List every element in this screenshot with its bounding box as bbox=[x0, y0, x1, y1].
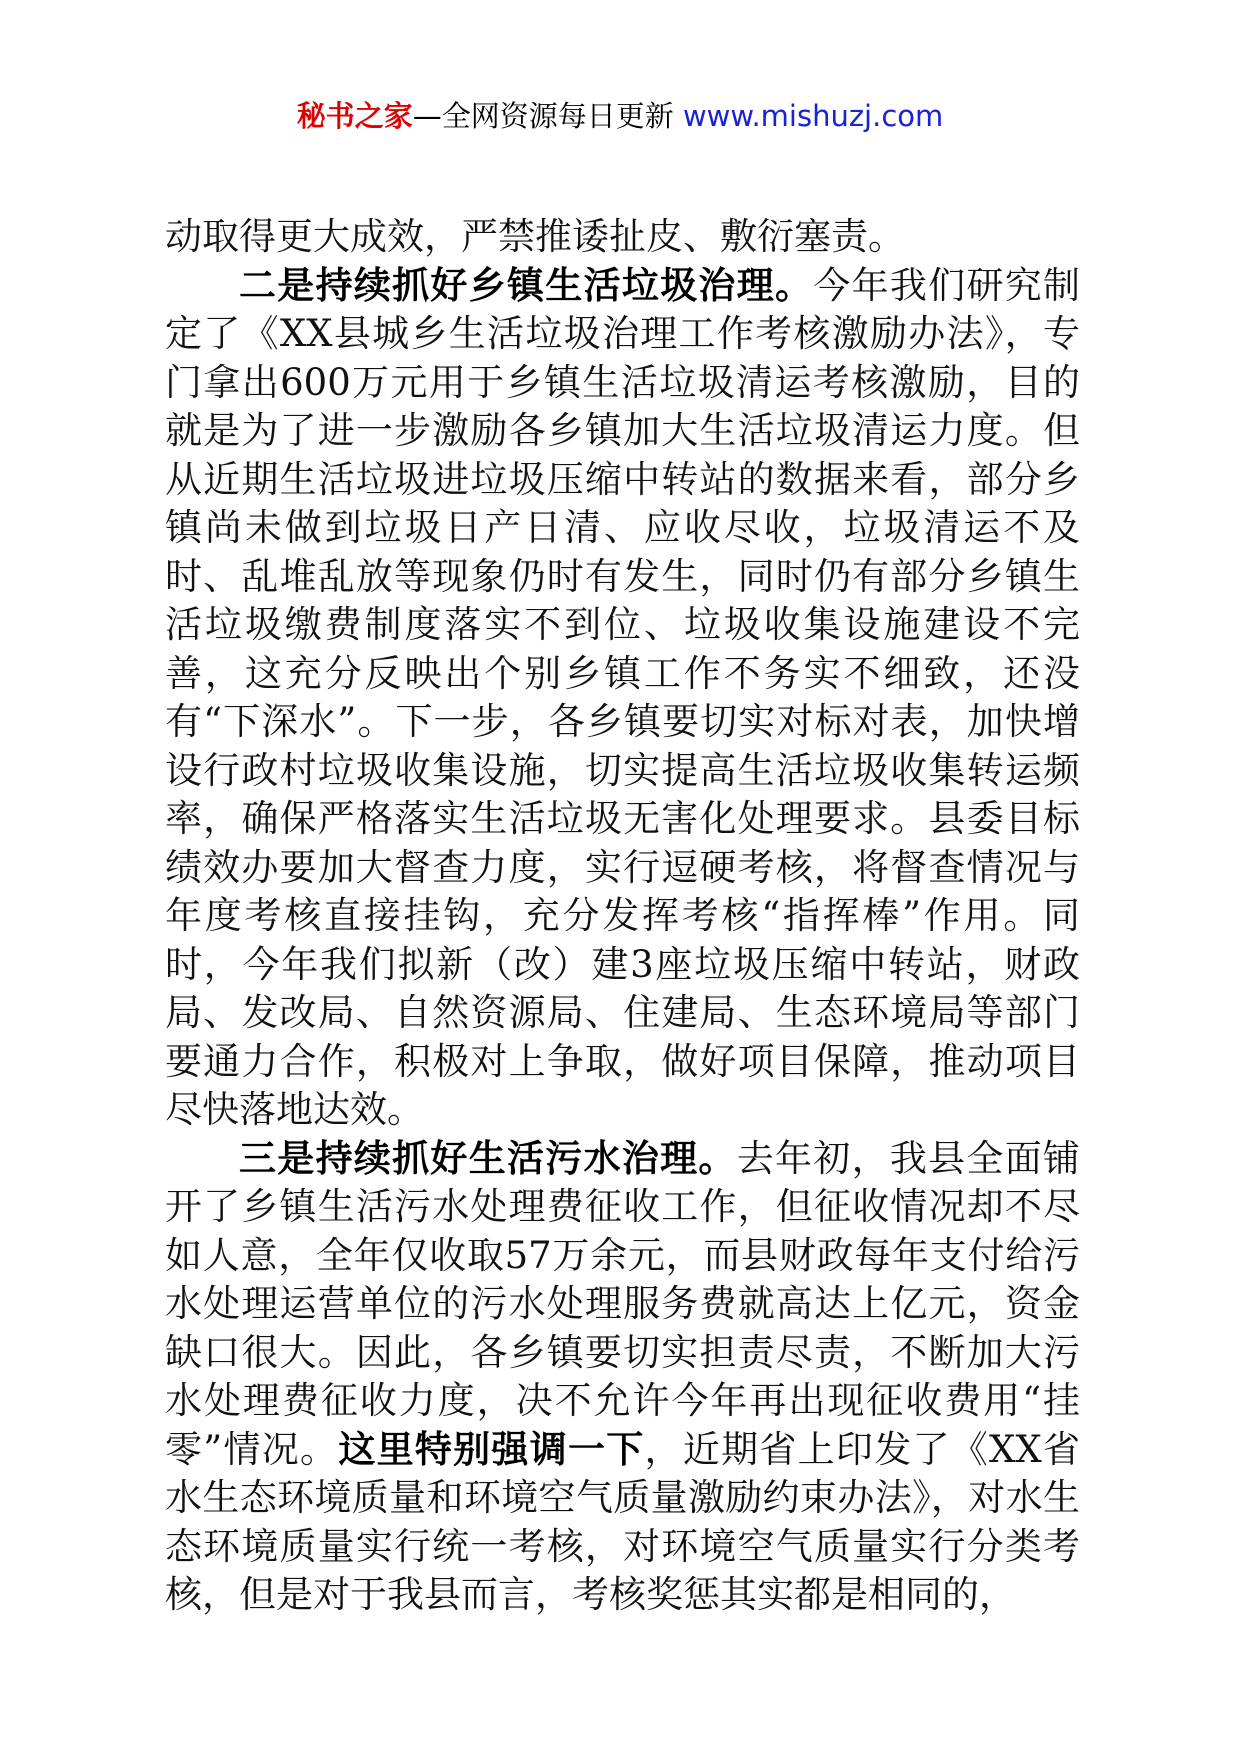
paragraph-text: 动取得更大成效，严禁推诿扯皮、敷衍塞责。 bbox=[165, 215, 905, 258]
paragraph-text: 去年初，我县全面铺开了乡镇生活污水处理费征收工作，但征收情况却不尽如人意，全年仅收取57万余元，而县财政每年支付给污水处理运营单位的污水处理服务费就高达上亿元，资金缺口很大。因此，各乡镇要切实担责尽责，不断加大污水处理费征收力度，决不允许今年再出现征收费用“挂零”情况。 bbox=[165, 1136, 1081, 1471]
page-header bbox=[0, 96, 1240, 136]
paragraph-continuation bbox=[165, 213, 1080, 262]
site-url: www.mishuzj.com bbox=[682, 99, 944, 133]
document-body bbox=[165, 213, 1080, 1620]
paragraph-text: ，近期省上印发了《XX省水生态环境质量和环境空气质量激励约束办法》，对水生态环境质量实行统一考核，对环境空气质量实行分类考核，但是对于我县而言，考核奖惩其实都是相同的， bbox=[165, 1427, 1081, 1616]
paragraph-garbage-governance bbox=[165, 262, 1080, 1135]
header-slogan: —全网资源每日更新 bbox=[412, 99, 674, 133]
paragraph-text: 今年我们研究制定了《XX县城乡生活垃圾治理工作考核激励办法》，专门拿出600万元用于乡镇生活垃圾清运考核激励，目的就是为了进一步激励各乡镇加大生活垃圾清运力度。但从近期生活垃圾进垃圾压缩中转站的数据来看，部分乡镇尚未做到垃圾日产日清、应收尽收，垃圾清运不及时、乱堆乱放等现象仍时有发生，同时仍有部分乡镇生活垃圾缴费制度落实不到位、垃圾收集设施建设不完善，这充分反映出个别乡镇工作不务实不细致，还没有“下深水”。下一步，各乡镇要切实对标对表，加快增设行政村垃圾收集设施，切实提高生活垃圾收集转运频率，确保严格落实生活垃圾无害化处理要求。县委目标绩效办要加大督查力度，实行逗硬考核，将督查情况与年度考核直接挂钩，充分发挥考核“指挥棒”作用。同时，今年我们拟新（改）建3座垃圾压缩中转站，财政局、发改局、自然资源局、住建局、生态环境局等部门要通力合作，积极对上争取，做好项目保障，推动项目尽快落地达效。 bbox=[165, 263, 1081, 1131]
paragraph-heading: 三是持续抓好生活污水治理。 bbox=[239, 1136, 737, 1180]
emphasis-text: 这里特别强调一下 bbox=[338, 1427, 645, 1471]
paragraph-sewage-governance bbox=[165, 1135, 1080, 1620]
brand-name: 秘书之家 bbox=[296, 99, 413, 133]
paragraph-heading: 二是持续抓好乡镇生活垃圾治理。 bbox=[239, 263, 814, 307]
